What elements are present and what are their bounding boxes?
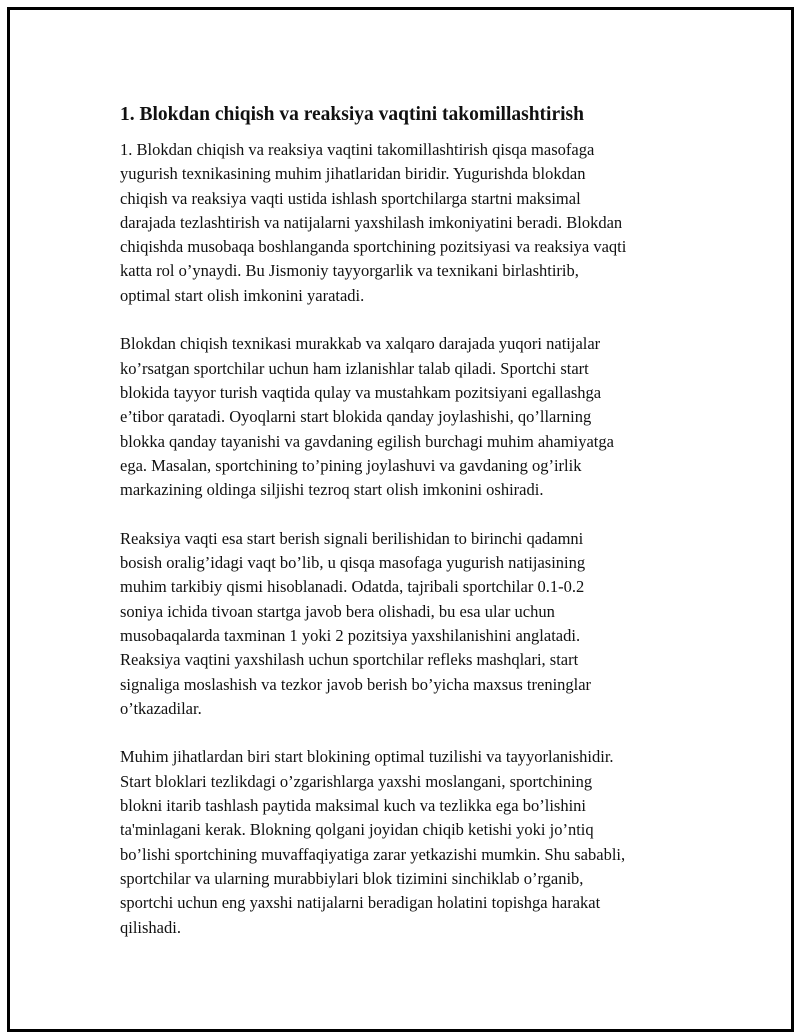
text-line: chiqishda musobaqa boshlanganda sportchining pozitsiyasi va reaksiya vaqti bbox=[120, 237, 627, 257]
text-line: qilishadi. bbox=[120, 917, 181, 937]
text-line: Blokdan chiqish texnikasi murakkab va xalqaro darajada yuqori natijalar bbox=[120, 334, 601, 354]
text-line: musobaqalarda taxminan 1 yoki 2 pozitsiya yaxshilanishini anglatadi. bbox=[120, 625, 581, 645]
page-frame bbox=[7, 7, 794, 1032]
text-line: sportchi uchun eng yaxshi natijalarni beradigan holatini topishga harakat bbox=[120, 893, 601, 913]
text-line: blokni itarib tashlash paytida maksimal kuch va tezlikka ega bo’lishini bbox=[120, 796, 587, 816]
text-line: chiqish va reaksiya vaqti ustida ishlash sportchilarga startni maksimal bbox=[120, 188, 581, 208]
paragraph-2 bbox=[120, 332, 700, 502]
document-body bbox=[120, 102, 700, 964]
section-heading: 1. Blokdan chiqish va reaksiya vaqtini takomillashtirish bbox=[120, 104, 584, 125]
text-line: optimal start olish imkonini yaratadi. bbox=[120, 285, 365, 305]
paragraph-3 bbox=[120, 527, 700, 721]
text-line: Start bloklari tezlikdagi o’zgarishlarga yaxshi moslangani, sportchining bbox=[120, 771, 593, 791]
text-line: muhim tarkibiy qismi hisoblanadi. Odatda, tajribali sportchilar 0.1-0.2 bbox=[120, 577, 585, 597]
text-line: darajada tezlashtirish va natijalarni yaxshilash imkoniyatini beradi. Blokdan bbox=[120, 212, 623, 232]
text-line: katta rol o’ynaydi. Bu Jismoniy tayyorgarlik va texnikani birlashtirib, bbox=[120, 261, 579, 281]
text-line: Reaksiya vaqtini yaxshilash uchun sportchilar refleks mashqlari, start bbox=[120, 650, 579, 670]
text-line: blokka qanday tayanishi va gavdaning egilish burchagi muhim ahamiyatga bbox=[120, 431, 614, 451]
text-line: ta'minlagani kerak. Blokning qolgani joyidan chiqib ketishi yoki jo’ntiq bbox=[120, 820, 594, 840]
text-line: Muhim jihatlardan biri start blokining optimal tuzilishi va tayyorlanishidir. bbox=[120, 747, 614, 767]
text-line: soniya ichida tivoan startga javob bera olishadi, bu esa ular uchun bbox=[120, 601, 555, 621]
text-line: markazining oldinga siljishi tezroq start olish imkonini oshiradi. bbox=[120, 480, 544, 500]
text-line: 1. Blokdan chiqish va reaksiya vaqtini takomillashtirish qisqa masofaga bbox=[120, 140, 595, 159]
text-line: blokida tayyor turish vaqtida qulay va mustahkam pozitsiyani egallashga bbox=[120, 382, 602, 402]
text-line: ko’rsatgan sportchilar uchun ham izlanishlar talab qiladi. Sportchi start bbox=[120, 358, 589, 378]
text-line: yugurish texnikasining muhim jihatlaridan biridir. Yugurishda blokdan bbox=[120, 164, 586, 184]
text-line: ega. Masalan, sportchining to’pining joylashuvi va gavdaning og’irlik bbox=[120, 455, 582, 475]
text-line: signaliga moslashish va tezkor javob berish bo’yicha maxsus treninglar bbox=[120, 674, 592, 694]
text-line: o’tkazadilar. bbox=[120, 698, 202, 718]
paragraph-4 bbox=[120, 745, 700, 939]
text-line: bo’lishi sportchining muvaffaqiyatiga zarar yetkazishi mumkin. Shu sababli, bbox=[120, 844, 626, 864]
text-line: bosish oralig’idagi vaqt bo’lib, u qisqa masofaga yugurish natijasining bbox=[120, 553, 586, 573]
paragraph-1 bbox=[120, 138, 700, 308]
text-line: sportchilar va ularning murabbiylari blok tizimini sinchiklab o’rganib, bbox=[120, 868, 584, 888]
text-line: e’tibor qaratadi. Oyoqlarni start blokida qanday joylashishi, qo’llarning bbox=[120, 407, 592, 427]
text-line: Reaksiya vaqti esa start berish signali berilishidan to birinchi qadamni bbox=[120, 528, 584, 548]
